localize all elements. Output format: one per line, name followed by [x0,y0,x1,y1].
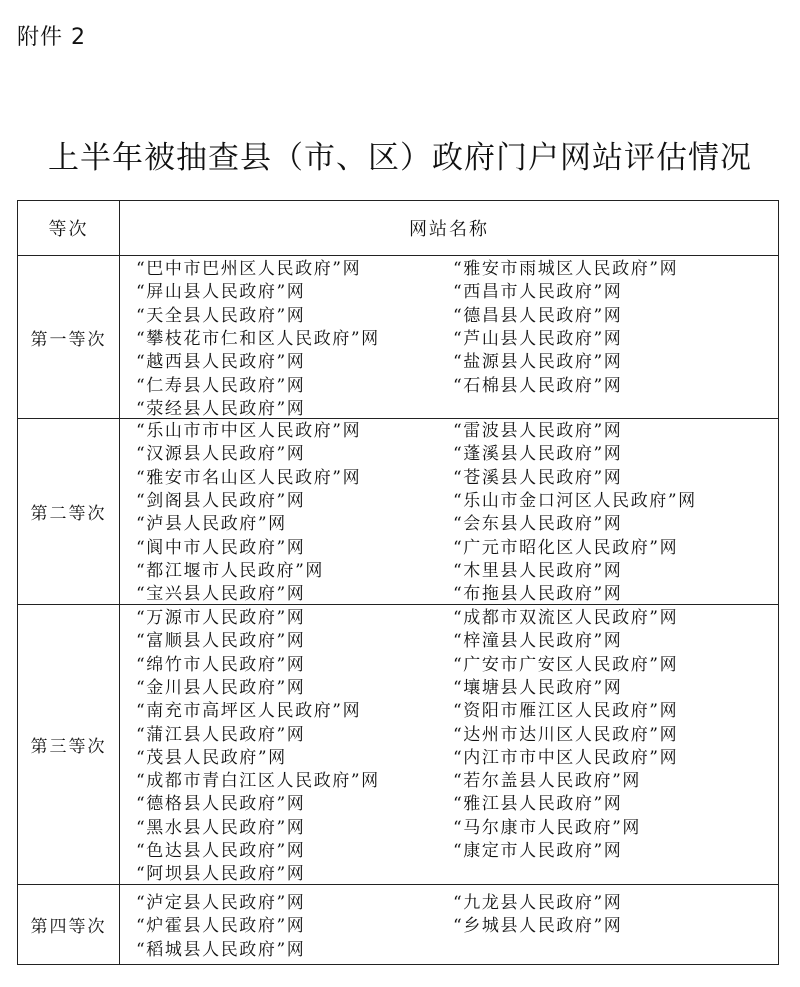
website-name: “康定市人民政府”网 [453,841,623,861]
website-name: “资阳市雁江区人民政府”网 [453,701,679,722]
website-name: “富顺县人民政府”网 [136,631,306,652]
website-name: “宝兴县人民政府”网 [136,584,306,605]
website-name: “阆中市人民政府”网 [136,537,306,558]
website-name: “芦山县人民政府”网 [453,328,623,349]
website-name: “雅安市名山区人民政府”网 [136,467,362,488]
website-name: “木里县人民政府”网 [453,560,623,581]
website-name: “炉霍县人民政府”网 [136,916,306,937]
website-name: “都江堰市人民政府”网 [136,560,324,581]
website-name: “成都市双流区人民政府”网 [453,608,679,628]
page-title: 上半年被抽查县（市、区）政府门户网站评估情况 [48,140,752,176]
website-name: “绵竹市人民政府”网 [136,654,306,675]
website-name: “稻城县人民政府”网 [136,939,306,960]
website-name: “泸县人民政府”网 [136,514,287,535]
website-name: “德格县人民政府”网 [136,794,306,815]
tier-label: 第四等次 [18,885,120,965]
website-name: “剑阁县人民政府”网 [136,490,306,511]
website-name: “内江市市中区人民政府”网 [453,747,679,768]
tier-row-1 [18,256,779,419]
header-sites: 网站名称 [120,201,779,256]
website-name: “马尔康市人民政府”网 [453,817,641,838]
website-name: “德昌县人民政府”网 [453,305,623,326]
website-name: “盐源县人民政府”网 [453,352,623,373]
website-name: “蒲江县人民政府”网 [136,724,306,745]
website-name: “雅安市雨城区人民政府”网 [453,259,679,279]
website-name: “乐山市金口河区人民政府”网 [453,490,697,511]
website-name: “雅江县人民政府”网 [453,794,623,815]
website-name: “黑水县人民政府”网 [136,817,306,838]
website-name: “巴中市巴州区人民政府”网 [136,259,362,279]
tier-row-2 [18,419,779,605]
website-name: “攀枝花市仁和区人民政府”网 [136,328,380,349]
website-name: “万源市人民政府”网 [136,608,306,628]
website-name: “金川县人民政府”网 [136,677,306,698]
website-name: “乡城县人民政府”网 [453,916,623,937]
website-name: “广安市广安区人民政府”网 [453,654,679,675]
website-name: “南充市高坪区人民政府”网 [136,701,362,722]
website-name: “越西县人民政府”网 [136,352,306,373]
website-name: “若尔盖县人民政府”网 [453,771,641,792]
website-name: “达州市达川区人民政府”网 [453,724,679,745]
website-name: “成都市青白江区人民政府”网 [136,771,380,792]
website-name: “屏山县人民政府”网 [136,282,306,303]
website-name: “九龙县人民政府”网 [453,893,623,913]
website-name: “蓬溪县人民政府”网 [453,444,623,465]
website-name: “布拖县人民政府”网 [453,584,623,605]
header-tier: 等次 [18,201,120,256]
tier-row-3 [18,605,779,885]
attachment-label: 附件 2 [17,25,86,50]
website-name: “阿坝县人民政府”网 [136,864,306,885]
site-list [120,256,779,419]
website-name: “苍溪县人民政府”网 [453,467,623,488]
site-list [120,885,779,965]
tier-label: 第三等次 [18,605,120,885]
tier-label: 第一等次 [18,256,120,419]
table-header-row [18,201,779,256]
website-name: “石棉县人民政府”网 [453,375,623,396]
website-name: “汉源县人民政府”网 [136,444,306,465]
tier-label: 第二等次 [18,419,120,605]
website-name: “梓潼县人民政府”网 [453,631,623,652]
website-name: “西昌市人民政府”网 [453,282,623,303]
website-name: “荥经县人民政府”网 [136,398,306,419]
website-name: “茂县人民政府”网 [136,747,287,768]
website-name: “广元市昭化区人民政府”网 [453,537,679,558]
website-name: “乐山市市中区人民政府”网 [136,421,362,441]
site-list [120,419,779,605]
website-name: “泸定县人民政府”网 [136,893,306,913]
website-name: “雷波县人民政府”网 [453,421,623,441]
website-name: “会东县人民政府”网 [453,514,623,535]
evaluation-table [17,200,779,965]
website-name: “天全县人民政府”网 [136,305,306,326]
website-name: “色达县人民政府”网 [136,841,306,861]
website-name: “壤塘县人民政府”网 [453,677,623,698]
site-list [120,605,779,885]
tier-row-4 [18,885,779,965]
website-name: “仁寿县人民政府”网 [136,375,306,396]
